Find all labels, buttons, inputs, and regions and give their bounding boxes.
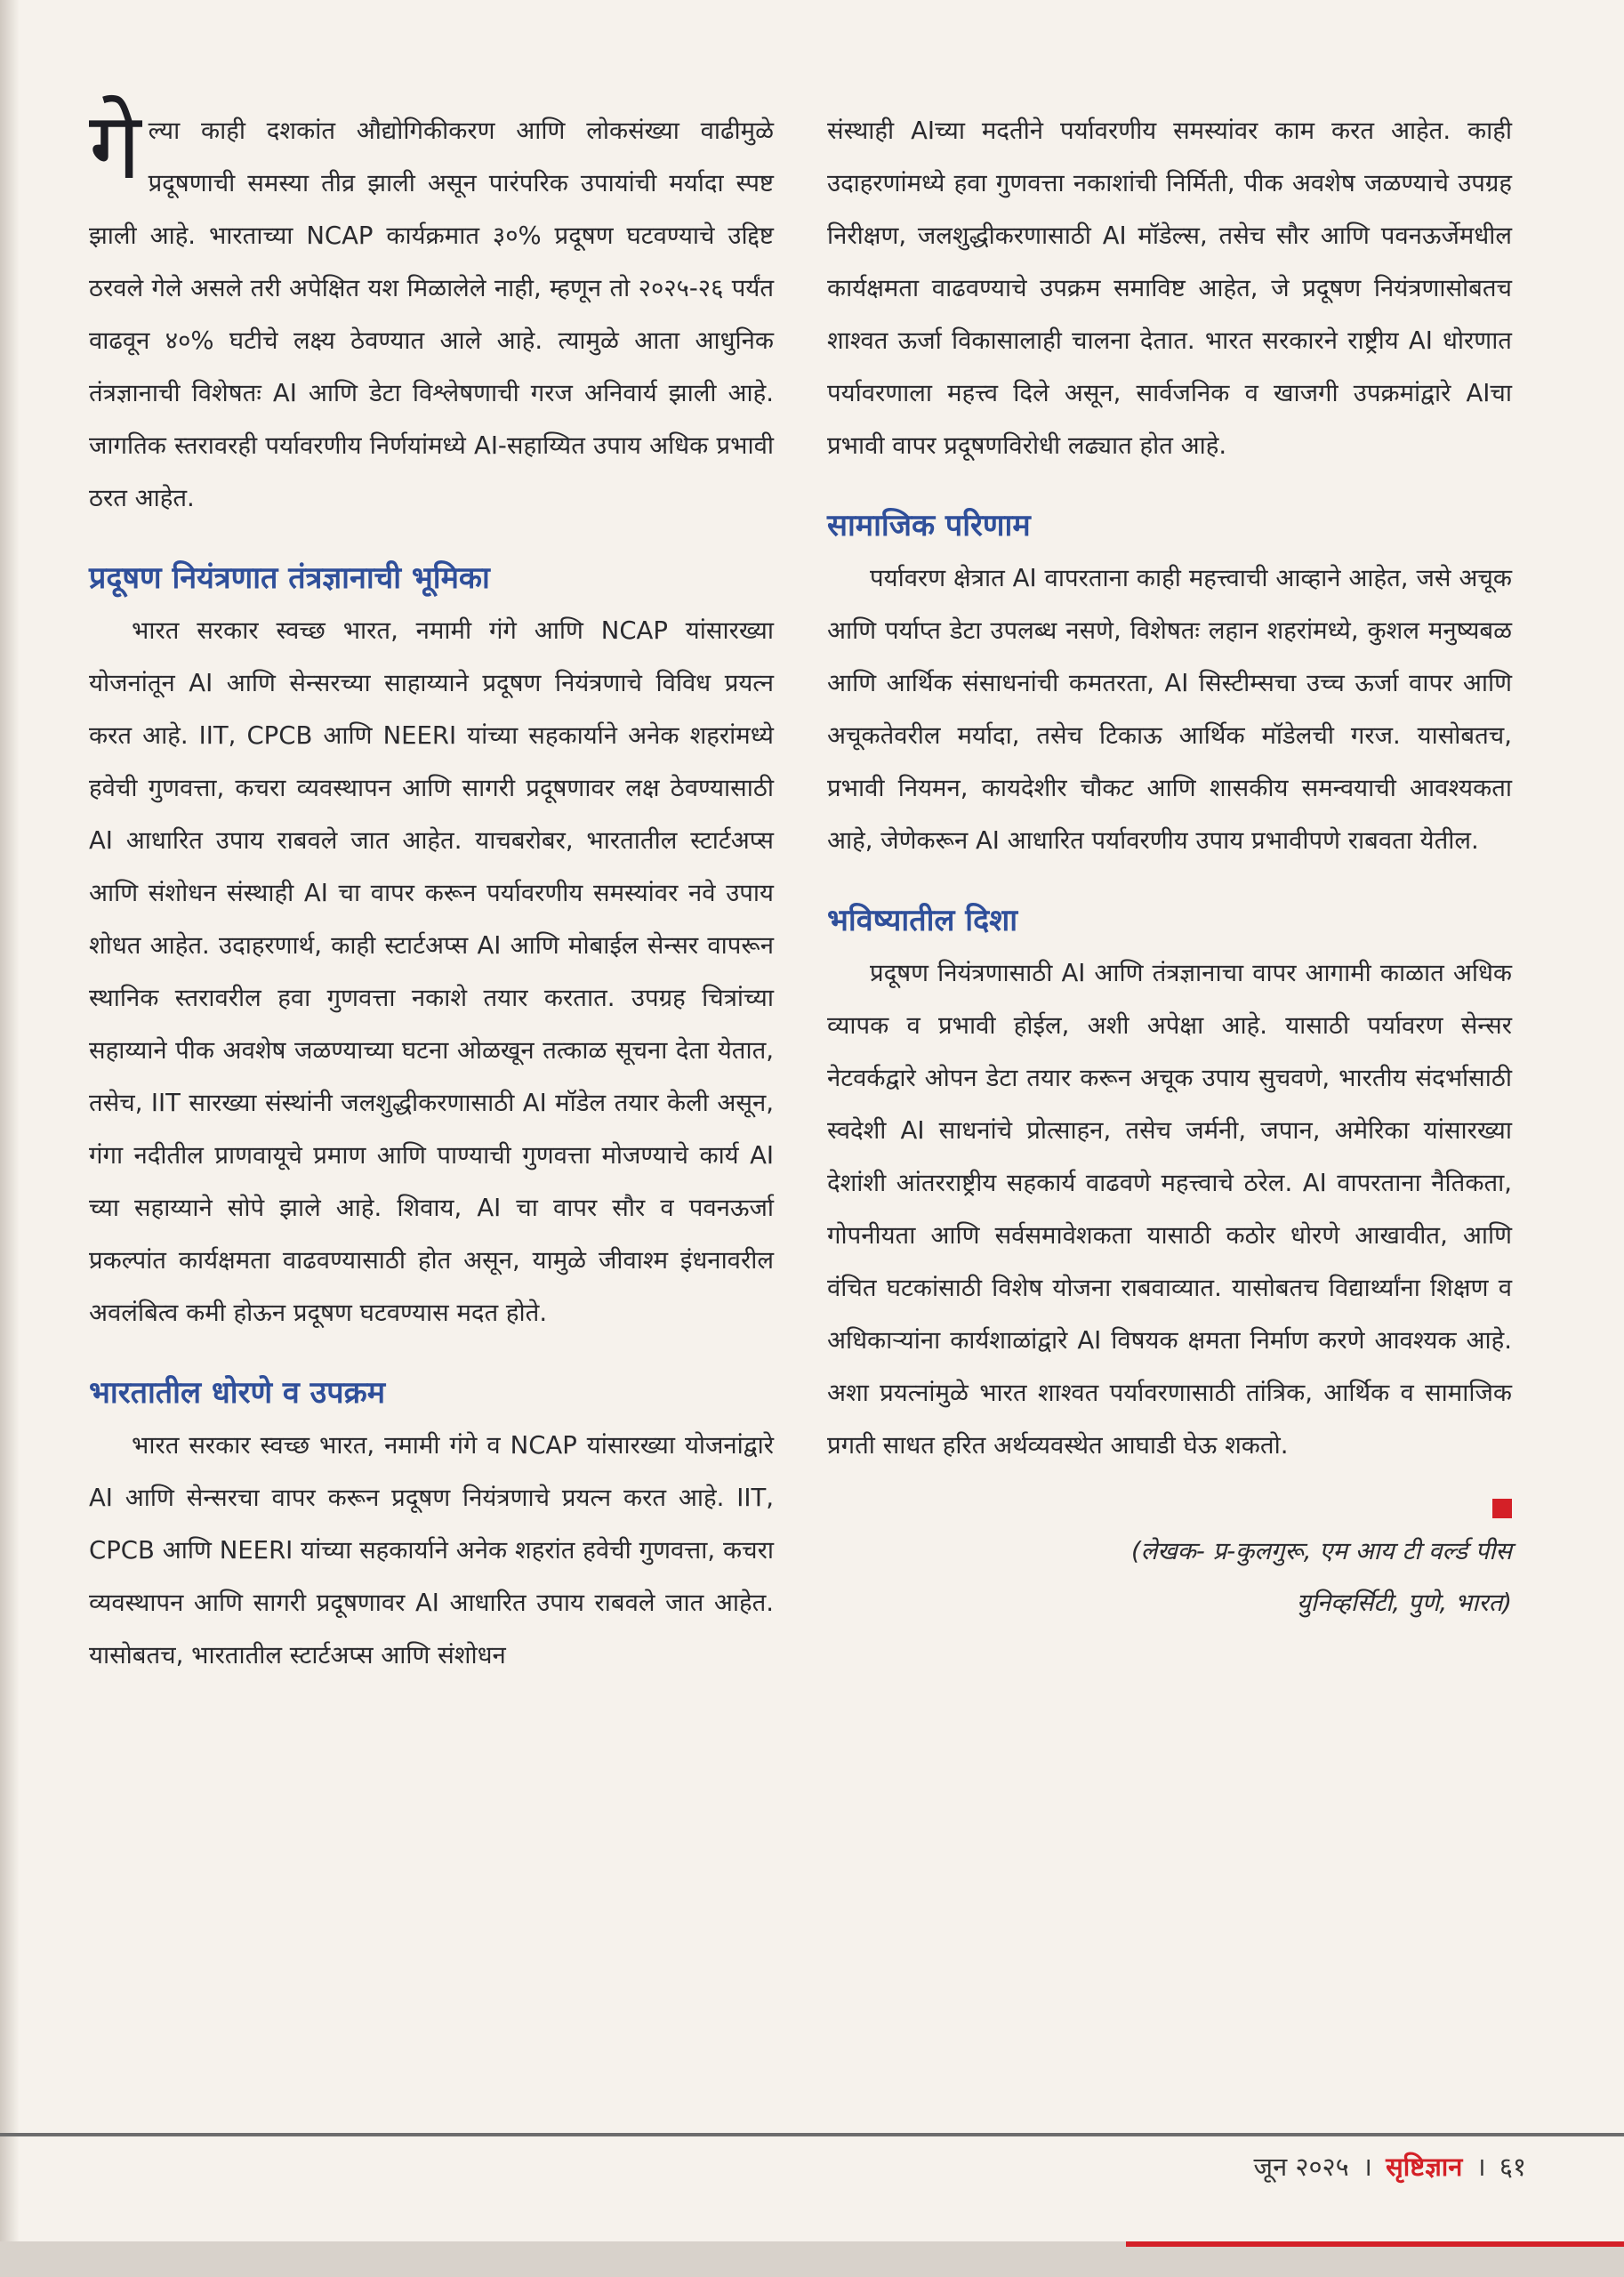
footer-separator-2: । — [1475, 2152, 1486, 2182]
footer-rule — [0, 2133, 1624, 2136]
heading-policies: भारतातील धोरणे व उपक्रम — [89, 1375, 386, 1411]
policies-paragraph-left: भारत सरकार स्वच्छ भारत, नमामी गंगे व NCAP यांसारख्या योजनांद्वारे AI आणि सेन्सरचा वापर करून प्रदूषण नियंत्रणाचे प्रयत्न करत आहे. IIT, CPCB आणि NEERI यांच्या सहकार्याने अनेक शहरांत हवेची गुणवत्ता, कचरा व्यवस्थापन आणि सागरी प्रदूषणावर AI आधारित उपाय राबवले जात आहेत. यासोबतच, भारतातील स्टार्टअप्स आणि संशोधन — [89, 1431, 774, 1670]
social-impact-paragraph: पर्यावरण क्षेत्रात AI वापरताना काही महत्त्वाची आव्हाने आहेत, जसे अचूक आणि पर्याप्त डेटा उपलब्ध नसणे, विशेषतः लहान शहरांमध्ये, कुशल मनुष्यबळ आणि आर्थिक संसाधनांची कमतरता, AI सिस्टीम्सचा उच्च ऊर्जा वापर आणि अचूकतेवरील मर्यादा, तसेच टिकाऊ आर्थिक मॉडेलची गरज. यासोबतच, प्रभावी नियमन, कायदेशीर चौकट आणि शासकीय समन्वयाची आवश्यकता आहे, जेणेकरून AI आधारित पर्यावरणीय उपाय प्रभावीपणे राबवता येतील. — [827, 564, 1512, 855]
left-column — [89, 92, 774, 1682]
heading-social-impact: सामाजिक परिणाम — [827, 508, 1031, 543]
future-paragraph: प्रदूषण नियंत्रणासाठी AI आणि तंत्रज्ञानाचा वापर आगामी काळात अधिक व्यापक व प्रभावी होईल, अशी अपेक्षा आहे. यासाठी पर्यावरण सेन्सर नेटवर्कद्वारे ओपन डेटा तयार करून अचूक उपाय सुचवणे, भारतीय संदर्भासाठी स्वदेशी AI साधनांचे प्रोत्साहन, तसेच जर्मनी, जपान, अमेरिका यांसारख्या देशांशी आंतरराष्ट्रीय सहकार्य वाढवणे महत्त्वाचे ठरेल. AI वापरताना नैतिकता, गोपनीयता आणि सर्वसमावेशकता यासाठी कठोर धोरणे आखावीत, आणि वंचित घटकांसाठी विशेष योजना राबवाव्यात. यासोबतच विद्यार्थ्यांना शिक्षण व अधिकाऱ्यांना कार्यशाळांद्वारे AI विषयक क्षमता निर्माण करणे आवश्यक आहे. अशा प्रयत्नांमुळे भारत शाश्वत पर्यावरणासाठी तांत्रिक, आर्थिक व सामाजिक प्रगती साधत हरित अर्थव्यवस्थेत आघाडी घेऊ शकतो. — [827, 959, 1512, 1460]
footer-separator-1: । — [1362, 2152, 1372, 2182]
footer-date: जून २०२५ — [1253, 2152, 1349, 2182]
page-footer — [1254, 2147, 1526, 2186]
page-edge-shadow — [0, 0, 20, 2277]
footer-page-number: ६१ — [1499, 2152, 1526, 2182]
dropcap: गे — [89, 92, 141, 200]
right-column — [827, 105, 1512, 1629]
page-bottom-band — [0, 2241, 1624, 2277]
heading-future: भविष्यातील दिशा — [827, 903, 1018, 938]
page-bottom-red-strip — [1126, 2241, 1624, 2247]
intro-paragraph — [89, 92, 774, 525]
intro-text: ल्या काही दशकांत औद्योगिकीकरण आणि लोकसंख्या वाढीमुळे प्रदूषणाची समस्या तीव्र झाली असून पारंपरिक उपायांची मर्यादा स्पष्ट झाली आहे. भारताच्या NCAP कार्यक्रमात ३०% प्रदूषण घटवण्याचे उद्दिष्ट ठरवले गेले असले तरी अपेक्षित यश मिळालेले नाही, म्हणून तो २०२५-२६ पर्यंत वाढवून ४०% घटीचे लक्ष्य ठेवण्यात आले आहे. त्यामुळे आता आधुनिक तंत्रज्ञानाची विशेषतः AI आणि डेटा विश्लेषणाची गरज अनिवार्य झाली आहे. जागतिक स्तरावरही पर्यावरणीय निर्णयांमध्ये AI-सहाय्यित उपाय अधिक प्रभावी ठरत आहेत. — [89, 117, 774, 512]
footer-magazine-name: सृष्टिज्ञान — [1386, 2152, 1463, 2182]
byline-line-2: युनिव्हर्सिटी, पुणे, भारत) — [1296, 1589, 1512, 1617]
heading-tech-role: प्रदूषण नियंत्रणात तंत्रज्ञानाची भूमिका — [89, 560, 490, 596]
end-square-icon — [1492, 1499, 1512, 1518]
tech-role-paragraph: भारत सरकार स्वच्छ भारत, नमामी गंगे आणि NCAP यांसारख्या योजनांतून AI आणि सेन्सरच्या साहाय्याने प्रदूषण नियंत्रणाचे विविध प्रयत्न करत आहे. IIT, CPCB आणि NEERI यांच्या सहकार्याने अनेक शहरांमध्ये हवेची गुणवत्ता, कचरा व्यवस्थापन आणि सागरी प्रदूषणावर लक्ष ठेवण्यासाठी AI आधारित उपाय राबवले जात आहेत. याचबरोबर, भारतातील स्टार्टअप्स आणि संशोधन संस्थाही AI चा वापर करून पर्यावरणीय समस्यांवर नवे उपाय शोधत आहेत. उदाहरणार्थ, काही स्टार्टअप्स AI आणि मोबाईल सेन्सर वापरून स्थानिक स्तरावरील हवा गुणवत्ता नकाशे तयार करतात. उपग्रह चित्रांच्या सहाय्याने पीक अवशेष जळण्याच्या घटना ओळखून तत्काळ सूचना देता येतात, तसेच, IIT सारख्या संस्थांनी जलशुद्धीकरणासाठी AI मॉडेल तयार केली असून, गंगा नदीतील प्राणवायूचे प्रमाण आणि पाण्याची गुणवत्ता मोजण्याचे कार्य AI च्या सहाय्याने सोपे झाले आहे. शिवाय, AI चा वापर सौर व पवनऊर्जा प्रकल्पांत कार्यक्षमता वाढवण्यासाठी होत असून, यामुळे जीवाश्म इंधनावरील अवलंबित्व कमी होऊन प्रदूषण घटवण्यास मदत होते. — [89, 616, 774, 1327]
author-byline — [827, 1525, 1512, 1629]
policies-paragraph-right: संस्थाही AIच्या मदतीने पर्यावरणीय समस्यांवर काम करत आहेत. काही उदाहरणांमध्ये हवा गुणवत्ता नकाशांची निर्मिती, पीक अवशेष जळण्याचे उपग्रह निरीक्षण, जलशुद्धीकरणासाठी AI मॉडेल्स, तसेच सौर आणि पवनऊर्जेमधील कार्यक्षमता वाढवण्याचे उपक्रम समाविष्ट आहेत, जे प्रदूषण नियंत्रणासोबतच शाश्वत ऊर्जा विकासालाही चालना देतात. भारत सरकारने राष्ट्रीय AI धोरणात पर्यावरणाला महत्त्व दिले असून, सार्वजनिक व खाजगी उपक्रमांद्वारे AIचा प्रभावी वापर प्रदूषणविरोधी लढ्यात होत आहे. — [827, 117, 1512, 460]
byline-line-1: (लेखक- प्र-कुलगुरू, एम आय टी वर्ल्ड पीस — [1130, 1537, 1512, 1565]
